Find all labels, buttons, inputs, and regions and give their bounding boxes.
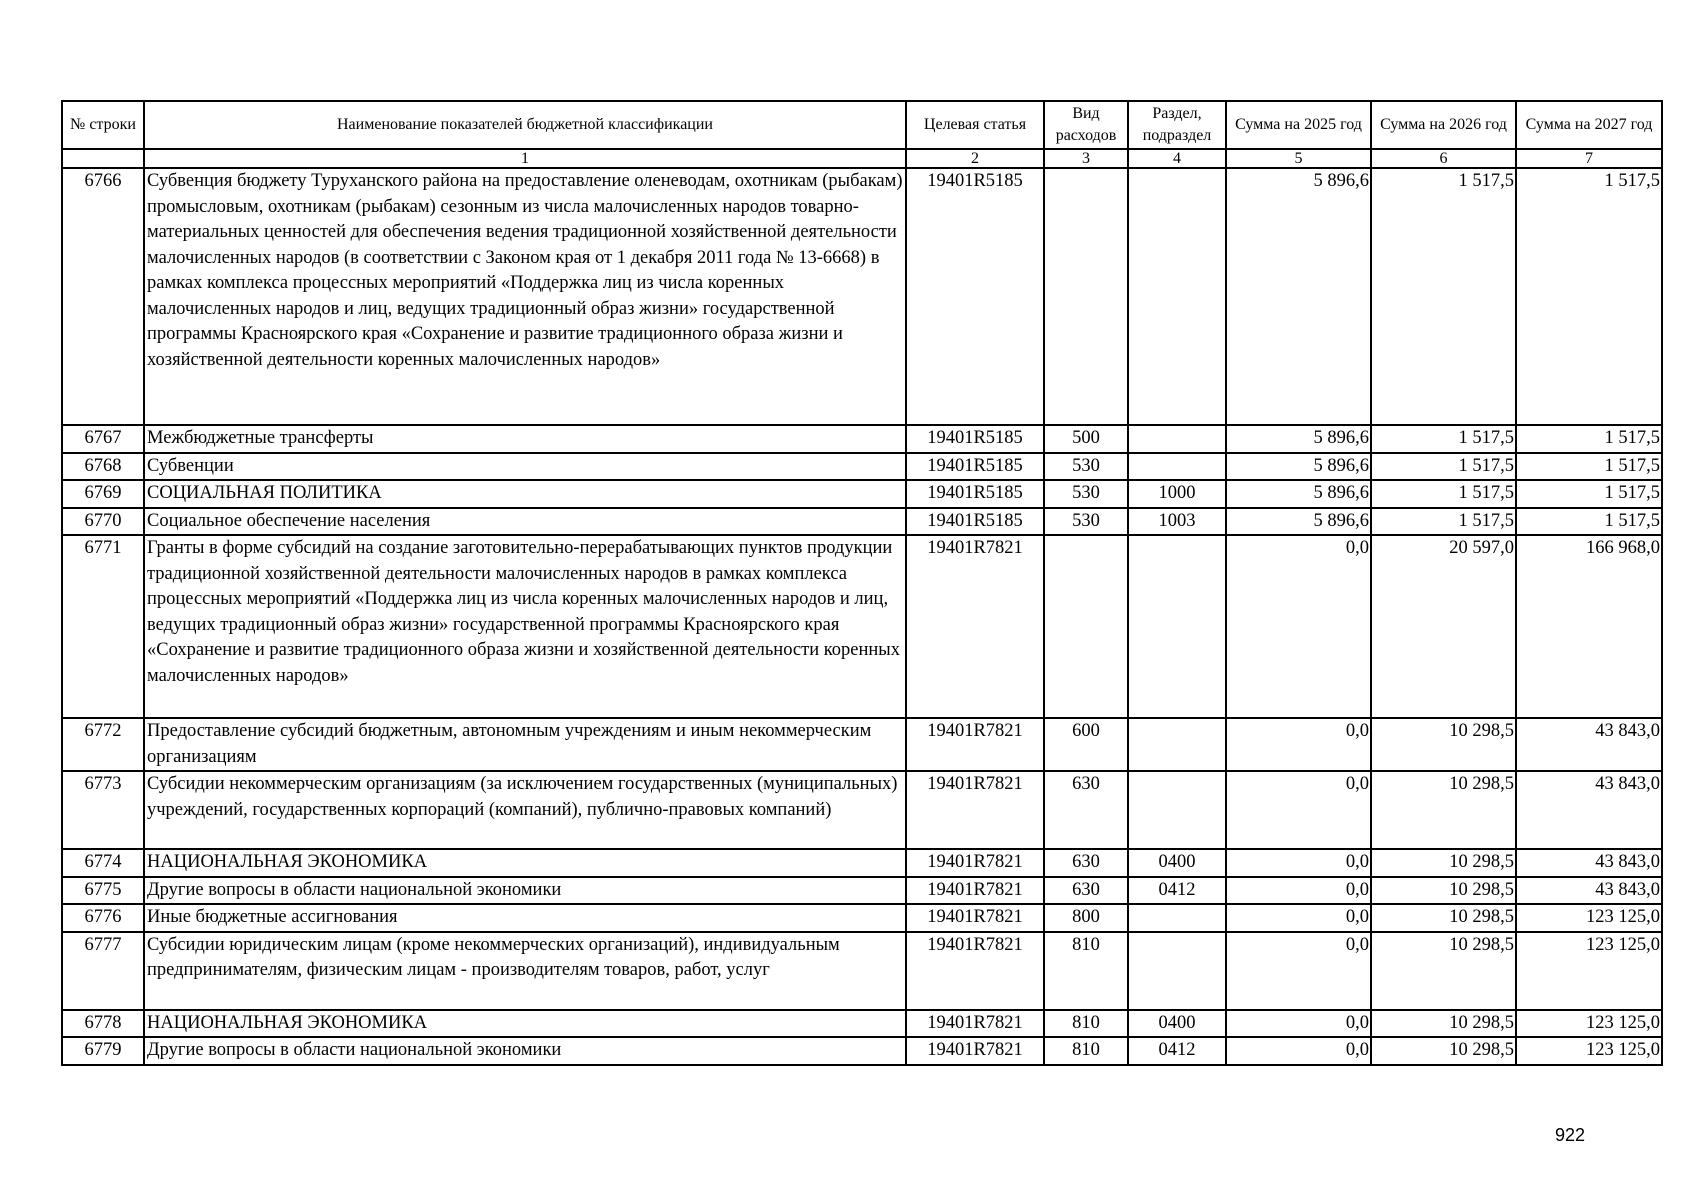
table-row	[62, 904, 1662, 932]
table-row	[62, 849, 1662, 877]
row-name: Субвенция бюджету Туруханского района на предоставление оленеводам, охотникам (рыбакам) промысловым, охотникам (рыбакам) сезонным из числа малочисленных народов товарно-материальных ценностей для обеспечения ведения традиционной хозяйственной деятельности малочисленных народов (в соответствии с Законом края от 1 декабря 2011 года № 13-6668) в рамках комплекса процессных мероприятий «Поддержка лиц из числа коренных малочисленных народов и лиц, ведущих традиционный образ жизни» государственной программы Красноярского края «Сохранение и развитие традиционного образа жизни и хозяйственной деятельности коренных малочисленных народов»	[144, 168, 906, 425]
row-section	[1128, 535, 1226, 718]
row-expense-type: 810	[1044, 1010, 1128, 1038]
row-name: Социальное обеспечение населения	[144, 508, 906, 536]
row-name: НАЦИОНАЛЬНАЯ ЭКОНОМИКА	[144, 1010, 906, 1038]
table-row	[62, 1010, 1662, 1038]
row-sum-2026: 10 298,5	[1371, 932, 1516, 1010]
row-sum-2027: 123 125,0	[1516, 904, 1662, 932]
header-sum-2025: Сумма на 2025 год	[1226, 101, 1371, 149]
row-sum-2025: 0,0	[1226, 718, 1371, 771]
row-number: 6770	[62, 508, 144, 536]
table-row	[62, 453, 1662, 481]
row-name: Иные бюджетные ассигнования	[144, 904, 906, 932]
row-number: 6768	[62, 453, 144, 481]
row-number: 6779	[62, 1037, 144, 1065]
table-header-row	[62, 101, 1662, 149]
row-number: 6767	[62, 425, 144, 453]
column-number: 4	[1128, 149, 1226, 168]
row-section	[1128, 425, 1226, 453]
row-sum-2027: 123 125,0	[1516, 1037, 1662, 1065]
row-number: 6775	[62, 877, 144, 905]
row-name: Предоставление субсидий бюджетным, автономным учреждениям и иным некоммерческим организациям	[144, 718, 906, 771]
row-sum-2026: 1 517,5	[1371, 168, 1516, 425]
row-target: 19401R7821	[906, 904, 1044, 932]
row-sum-2026: 1 517,5	[1371, 480, 1516, 508]
row-name: Гранты в форме субсидий на создание заготовительно-перерабатывающих пунктов продукции традиционной хозяйственной деятельности малочисленных народов в рамках комплекса процессных мероприятий «Поддержка лиц из числа коренных малочисленных народов и лиц, ведущих традиционный образ жизни» государственной программы Красноярского края «Сохранение и развитие традиционного образа жизни и хозяйственной деятельности коренных малочисленных народов»	[144, 535, 906, 718]
row-sum-2025: 0,0	[1226, 1010, 1371, 1038]
row-sum-2027: 166 968,0	[1516, 535, 1662, 718]
row-expense-type: 800	[1044, 904, 1128, 932]
row-target: 19401R7821	[906, 877, 1044, 905]
row-sum-2027: 1 517,5	[1516, 168, 1662, 425]
row-sum-2025: 5 896,6	[1226, 508, 1371, 536]
row-section: 0400	[1128, 1010, 1226, 1038]
row-name: Субсидии некоммерческим организациям (за исключением государственных (муниципальных) учреждений, государственных корпораций (компаний), публично-правовых компаний)	[144, 771, 906, 849]
row-expense-type: 630	[1044, 849, 1128, 877]
row-expense-type: 600	[1044, 718, 1128, 771]
row-sum-2025: 0,0	[1226, 535, 1371, 718]
table-row	[62, 877, 1662, 905]
row-expense-type: 500	[1044, 425, 1128, 453]
table-row	[62, 508, 1662, 536]
row-sum-2026: 10 298,5	[1371, 1010, 1516, 1038]
row-expense-type: 530	[1044, 453, 1128, 481]
row-target: 19401R5185	[906, 168, 1044, 425]
row-sum-2026: 1 517,5	[1371, 508, 1516, 536]
row-expense-type: 530	[1044, 508, 1128, 536]
row-name: СОЦИАЛЬНАЯ ПОЛИТИКА	[144, 480, 906, 508]
row-sum-2027: 43 843,0	[1516, 849, 1662, 877]
row-number: 6777	[62, 932, 144, 1010]
row-name: Другие вопросы в области национальной экономики	[144, 877, 906, 905]
row-target: 19401R7821	[906, 718, 1044, 771]
column-number-row	[62, 149, 1662, 168]
row-sum-2025: 0,0	[1226, 877, 1371, 905]
row-expense-type: 810	[1044, 932, 1128, 1010]
row-sum-2026: 10 298,5	[1371, 771, 1516, 849]
row-sum-2027: 123 125,0	[1516, 932, 1662, 1010]
row-target: 19401R7821	[906, 535, 1044, 718]
row-target: 19401R7821	[906, 771, 1044, 849]
row-section: 0400	[1128, 849, 1226, 877]
column-number: 7	[1516, 149, 1662, 168]
row-number: 6772	[62, 718, 144, 771]
row-sum-2026: 20 597,0	[1371, 535, 1516, 718]
row-number: 6769	[62, 480, 144, 508]
row-target: 19401R5185	[906, 508, 1044, 536]
row-number: 6773	[62, 771, 144, 849]
row-section: 1000	[1128, 480, 1226, 508]
table-row	[62, 1037, 1662, 1065]
row-number: 6771	[62, 535, 144, 718]
row-sum-2025: 5 896,6	[1226, 168, 1371, 425]
row-expense-type: 810	[1044, 1037, 1128, 1065]
header-sum-2026: Сумма на 2026 год	[1371, 101, 1516, 149]
row-expense-type	[1044, 168, 1128, 425]
row-sum-2027: 1 517,5	[1516, 425, 1662, 453]
row-section	[1128, 453, 1226, 481]
row-expense-type	[1044, 535, 1128, 718]
row-sum-2027: 43 843,0	[1516, 771, 1662, 849]
page-number: 922	[1555, 1125, 1586, 1145]
header-name: Наименование показателей бюджетной классификации	[144, 101, 906, 149]
row-target: 19401R5185	[906, 480, 1044, 508]
row-target: 19401R5185	[906, 425, 1044, 453]
row-section: 0412	[1128, 877, 1226, 905]
column-number: 5	[1226, 149, 1371, 168]
column-number: 3	[1044, 149, 1128, 168]
row-name: Субсидии юридическим лицам (кроме некоммерческих организаций), индивидуальным предпринимателям, физическим лицам - производителям товаров, работ, услуг	[144, 932, 906, 1010]
row-sum-2025: 0,0	[1226, 771, 1371, 849]
row-sum-2025: 5 896,6	[1226, 425, 1371, 453]
row-expense-type: 530	[1044, 480, 1128, 508]
row-sum-2027: 43 843,0	[1516, 718, 1662, 771]
row-sum-2025: 0,0	[1226, 1037, 1371, 1065]
header-section: Раздел, подраздел	[1128, 101, 1226, 149]
row-section: 1003	[1128, 508, 1226, 536]
row-number: 6766	[62, 168, 144, 425]
row-sum-2025: 5 896,6	[1226, 453, 1371, 481]
row-section	[1128, 718, 1226, 771]
row-section	[1128, 168, 1226, 425]
table-row	[62, 771, 1662, 849]
table-row	[62, 425, 1662, 453]
header-row-no: № строки	[62, 101, 144, 149]
header-sum-2027: Сумма на 2027 год	[1516, 101, 1662, 149]
row-number: 6778	[62, 1010, 144, 1038]
row-sum-2025: 0,0	[1226, 932, 1371, 1010]
row-section	[1128, 932, 1226, 1010]
budget-table	[61, 100, 1663, 1066]
column-number: 6	[1371, 149, 1516, 168]
row-sum-2025: 0,0	[1226, 904, 1371, 932]
row-number: 6774	[62, 849, 144, 877]
row-expense-type: 630	[1044, 877, 1128, 905]
row-sum-2027: 1 517,5	[1516, 508, 1662, 536]
row-sum-2026: 10 298,5	[1371, 718, 1516, 771]
table-row	[62, 535, 1662, 718]
table-row	[62, 718, 1662, 771]
row-sum-2026: 1 517,5	[1371, 425, 1516, 453]
row-sum-2027: 123 125,0	[1516, 1010, 1662, 1038]
row-sum-2026: 1 517,5	[1371, 453, 1516, 481]
row-sum-2027: 1 517,5	[1516, 453, 1662, 481]
row-sum-2025: 0,0	[1226, 849, 1371, 877]
row-target: 19401R5185	[906, 453, 1044, 481]
header-expense-type: Вид расходов	[1044, 101, 1128, 149]
row-sum-2026: 10 298,5	[1371, 849, 1516, 877]
row-target: 19401R7821	[906, 932, 1044, 1010]
table-row	[62, 168, 1662, 425]
row-name: Субвенции	[144, 453, 906, 481]
row-name: Межбюджетные трансферты	[144, 425, 906, 453]
row-sum-2026: 10 298,5	[1371, 1037, 1516, 1065]
header-target: Целевая статья	[906, 101, 1044, 149]
table-row	[62, 932, 1662, 1010]
column-number: 1	[144, 149, 906, 168]
row-name: НАЦИОНАЛЬНАЯ ЭКОНОМИКА	[144, 849, 906, 877]
row-sum-2027: 1 517,5	[1516, 480, 1662, 508]
row-target: 19401R7821	[906, 849, 1044, 877]
column-number: 2	[906, 149, 1044, 168]
column-number-blank	[62, 149, 144, 168]
row-target: 19401R7821	[906, 1010, 1044, 1038]
row-sum-2025: 5 896,6	[1226, 480, 1371, 508]
row-number: 6776	[62, 904, 144, 932]
row-section	[1128, 904, 1226, 932]
row-section: 0412	[1128, 1037, 1226, 1065]
row-expense-type: 630	[1044, 771, 1128, 849]
row-target: 19401R7821	[906, 1037, 1044, 1065]
row-name: Другие вопросы в области национальной экономики	[144, 1037, 906, 1065]
table-row	[62, 480, 1662, 508]
row-sum-2026: 10 298,5	[1371, 904, 1516, 932]
row-section	[1128, 771, 1226, 849]
row-sum-2027: 43 843,0	[1516, 877, 1662, 905]
row-sum-2026: 10 298,5	[1371, 877, 1516, 905]
